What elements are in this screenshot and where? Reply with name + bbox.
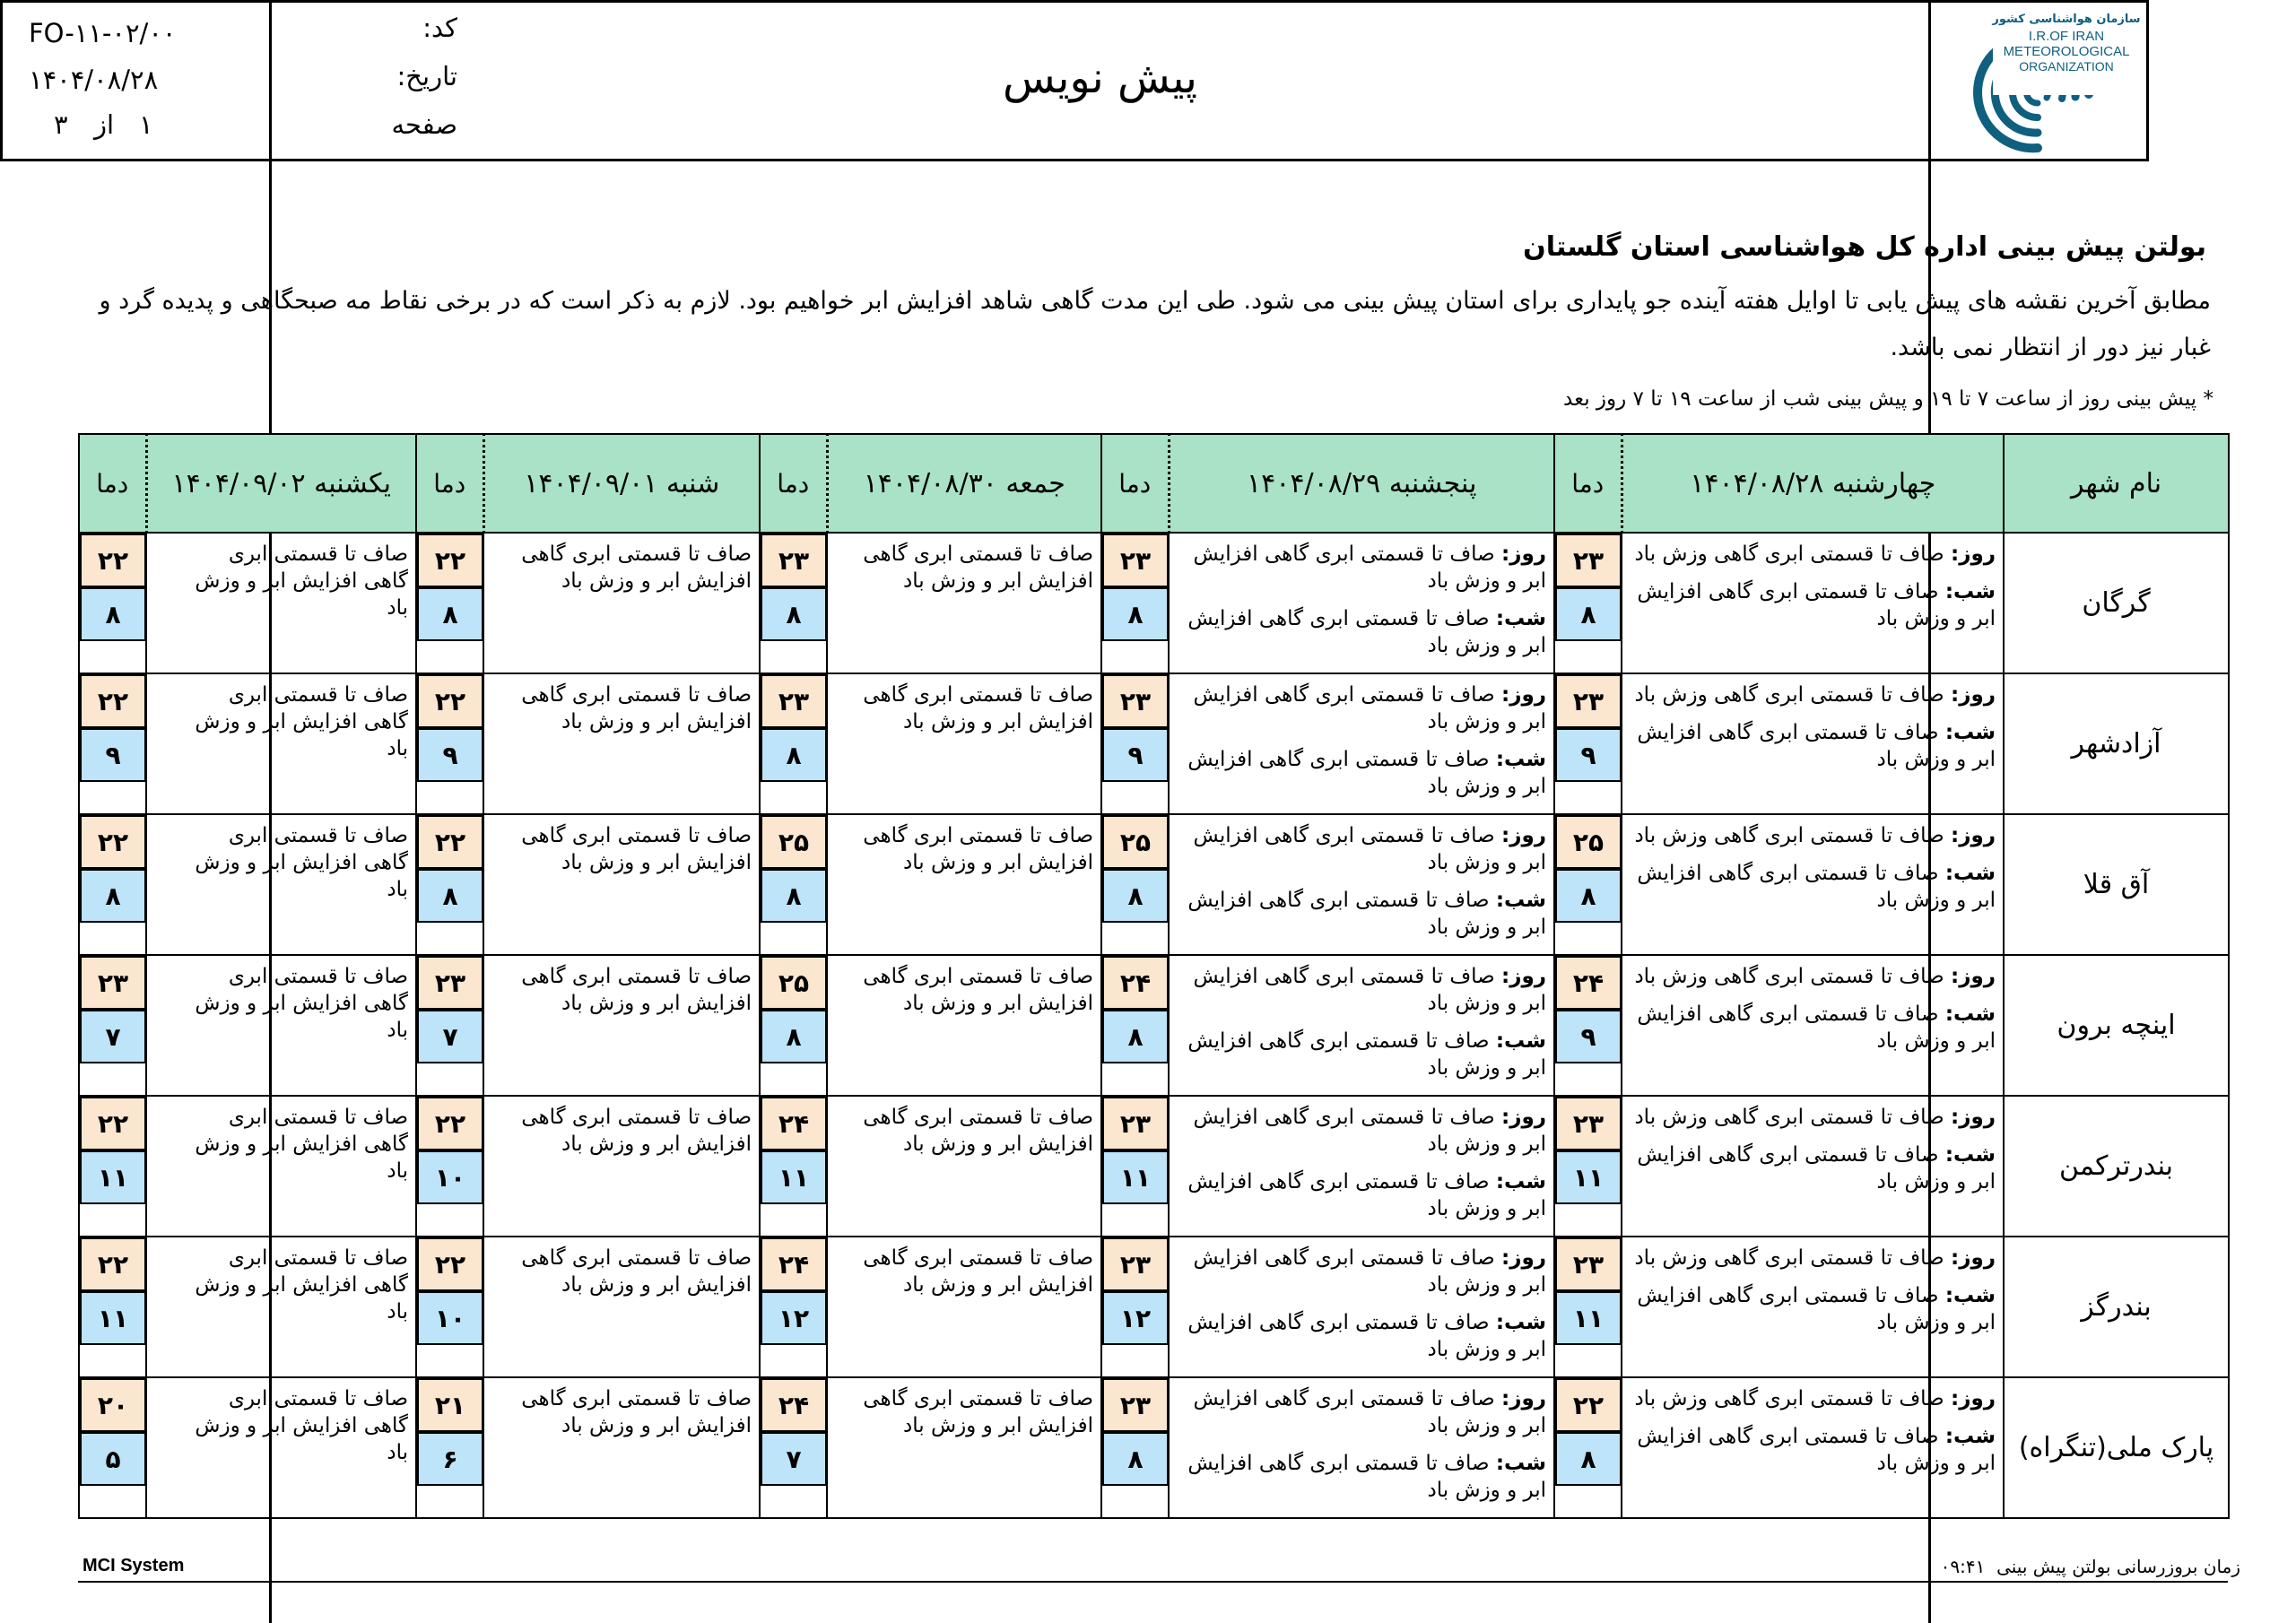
night-forecast-text: صاف تا قسمتی ابری گاهی افزایش ابر و وزش باد	[1637, 1143, 1996, 1193]
max-temp: ۲۳	[1102, 1237, 1169, 1291]
city-name: بندرگز	[2004, 1237, 2229, 1377]
temp-cell	[416, 1377, 483, 1518]
temp-cell	[760, 1237, 827, 1377]
forecast-description	[827, 1096, 1101, 1237]
night-forecast-text: صاف تا قسمتی ابری گاهی افزایش ابر و وزش باد	[1637, 1425, 1996, 1475]
min-temp: ۸	[1555, 1432, 1622, 1486]
forecast-text: صاف تا قسمتی ابری گاهی افزایش ابر و وزش باد	[863, 1246, 1093, 1297]
min-temp: ۱۲	[1102, 1291, 1169, 1345]
max-temp: ۲۳	[761, 674, 827, 728]
forecast-text: صاف تا قسمتی ابری گاهی افزایش ابر و وزش باد	[863, 824, 1093, 874]
temp-cell	[760, 533, 827, 673]
forecast-text: صاف تا قسمتی ابری گاهی افزایش ابر و وزش باد	[863, 683, 1093, 733]
day-forecast-text: صاف تا قسمتی ابری گاهی وزش باد	[1634, 683, 1944, 707]
forecast-description	[146, 814, 416, 955]
night-label: شب:	[1495, 1311, 1546, 1334]
forecast-text: صاف تا قسمتی ابری گاهی افزایش ابر و وزش باد	[195, 542, 408, 620]
night-forecast-text: صاف تا قسمتی ابری گاهی افزایش ابر و وزش باد	[1187, 607, 1546, 657]
min-temp: ۷	[761, 1432, 827, 1486]
city-name: آق قلا	[2004, 814, 2229, 955]
max-temp: ۲۳	[1102, 674, 1169, 728]
forecast-text: صاف تا قسمتی ابری گاهی افزایش ابر و وزش باد	[521, 1246, 752, 1297]
day-label: روز:	[1951, 1246, 1996, 1270]
night-label: شب:	[1495, 1029, 1546, 1053]
forecast-description	[483, 1096, 760, 1237]
min-temp: ۸	[1555, 869, 1622, 923]
date-label: تاریخ:	[396, 61, 457, 91]
day-label: روز:	[1501, 542, 1546, 566]
max-temp: ۲۵	[1555, 815, 1622, 869]
min-temp: ۱۰	[417, 1291, 483, 1345]
night-label: شب:	[1495, 748, 1546, 771]
forecast-description	[483, 1377, 760, 1518]
temp-header: دما	[416, 434, 483, 533]
day-forecast-text: صاف تا قسمتی ابری گاهی افزایش ابر و وزش باد	[1193, 1387, 1546, 1437]
table-row	[79, 1237, 2229, 1377]
day-label: روز:	[1951, 683, 1996, 707]
day-forecast-text: صاف تا قسمتی ابری گاهی وزش باد	[1634, 1106, 1944, 1129]
min-temp: ۸	[80, 869, 146, 923]
max-temp: ۲۲	[80, 534, 146, 587]
day-header-5: یکشنبه ۱۴۰۴/۰۹/۰۲	[146, 434, 416, 533]
footer-update	[1941, 1556, 2240, 1577]
forecast-description	[146, 1237, 416, 1377]
forecast-description	[1622, 1096, 2004, 1237]
min-temp: ۹	[1555, 1010, 1622, 1063]
forecast-text: صاف تا قسمتی ابری گاهی افزایش ابر و وزش باد	[195, 1246, 408, 1324]
table-row	[79, 533, 2229, 673]
table-header-row	[79, 434, 2229, 533]
day-forecast-text: صاف تا قسمتی ابری گاهی وزش باد	[1634, 824, 1944, 847]
max-temp: ۲۳	[1102, 534, 1169, 587]
max-temp: ۲۲	[80, 1237, 146, 1291]
day-label: روز:	[1951, 542, 1996, 566]
min-temp: ۹	[1102, 728, 1169, 782]
max-temp: ۲۳	[761, 534, 827, 587]
night-label: شب:	[1495, 1170, 1546, 1193]
min-temp: ۱۱	[1555, 1291, 1622, 1345]
temp-cell	[416, 1237, 483, 1377]
footer-divider	[78, 1581, 2228, 1583]
min-temp: ۸	[761, 728, 827, 782]
forecast-text: صاف تا قسمتی ابری گاهی افزایش ابر و وزش باد	[195, 965, 408, 1042]
max-temp: ۲۲	[80, 674, 146, 728]
footer-system: MCI System	[83, 1556, 185, 1575]
page-of: از	[94, 109, 115, 140]
max-temp: ۲۴	[761, 1097, 827, 1150]
forecast-description	[146, 1096, 416, 1237]
max-temp: ۲۴	[761, 1378, 827, 1432]
night-forecast-text: صاف تا قسمتی ابری گاهی افزایش ابر و وزش باد	[1187, 1170, 1546, 1220]
forecast-description	[146, 673, 416, 814]
day-forecast-text: صاف تا قسمتی ابری گاهی وزش باد	[1634, 542, 1944, 566]
temp-cell	[1101, 955, 1169, 1096]
temp-cell	[1101, 533, 1169, 673]
svg-text:ORGANIZATION: ORGANIZATION	[2019, 59, 2114, 74]
night-forecast-text: صاف تا قسمتی ابری گاهی افزایش ابر و وزش باد	[1187, 1029, 1546, 1080]
city-name: پارک ملی(تنگراه)	[2004, 1377, 2229, 1518]
min-temp: ۸	[1102, 869, 1169, 923]
day-label: روز:	[1501, 1246, 1546, 1270]
max-temp: ۲۲	[417, 1097, 483, 1150]
max-temp: ۲۲	[417, 1237, 483, 1291]
min-temp: ۸	[80, 587, 146, 641]
forecast-description	[483, 1237, 760, 1377]
min-temp: ۸	[417, 587, 483, 641]
temp-header: دما	[1101, 434, 1169, 533]
temp-cell	[416, 533, 483, 673]
max-temp: ۲۴	[1555, 956, 1622, 1010]
min-temp: ۸	[1102, 1432, 1169, 1486]
temp-cell	[79, 673, 146, 814]
temp-cell	[416, 814, 483, 955]
day-label: روز:	[1951, 824, 1996, 847]
min-temp: ۸	[761, 1010, 827, 1063]
logo-fa-text: سازمان هواشناسی کشور	[1992, 13, 2141, 26]
min-temp: ۱۰	[417, 1150, 483, 1204]
max-temp: ۲۳	[1102, 1378, 1169, 1432]
day-label: روز:	[1501, 965, 1546, 988]
temp-cell	[1101, 673, 1169, 814]
night-label: شب:	[1495, 1452, 1546, 1475]
max-temp: ۲۰	[80, 1378, 146, 1432]
forecast-description	[827, 673, 1101, 814]
night-forecast-text: صاف تا قسمتی ابری گاهی افزایش ابر و وزش باد	[1187, 1311, 1546, 1361]
city-header: نام شهر	[2004, 434, 2229, 533]
night-label: شب:	[1944, 1284, 1996, 1307]
max-temp: ۲۵	[761, 815, 827, 869]
temp-cell	[1101, 1377, 1169, 1518]
max-temp: ۲۳	[417, 956, 483, 1010]
forecast-text: صاف تا قسمتی ابری گاهی افزایش ابر و وزش باد	[521, 824, 752, 874]
temp-cell	[416, 1096, 483, 1237]
max-temp: ۲۴	[1102, 956, 1169, 1010]
temp-cell	[79, 533, 146, 673]
forecast-description	[1622, 1377, 2004, 1518]
min-temp: ۸	[1102, 1010, 1169, 1063]
table-row	[79, 814, 2229, 955]
document-header	[0, 0, 2149, 161]
min-temp: ۸	[1555, 587, 1622, 641]
day-label: روز:	[1951, 1106, 1996, 1129]
day-forecast-text: صاف تا قسمتی ابری گاهی افزایش ابر و وزش باد	[1193, 1106, 1546, 1156]
temp-cell	[1101, 1096, 1169, 1237]
temp-cell	[1101, 1237, 1169, 1377]
max-temp: ۲۳	[1555, 534, 1622, 587]
code-value: FO-۱۱-۰۲/۰۰	[29, 18, 177, 48]
city-name: اینچه برون	[2004, 955, 2229, 1096]
city-name: بندرترکمن	[2004, 1096, 2229, 1237]
temp-cell	[79, 814, 146, 955]
page-current: ۱	[139, 109, 153, 140]
temp-cell	[416, 955, 483, 1096]
min-temp: ۹	[417, 728, 483, 782]
day-label: روز:	[1501, 1106, 1546, 1129]
night-forecast-text: صاف تا قسمتی ابری گاهی افزایش ابر و وزش باد	[1637, 862, 1996, 912]
max-temp: ۲۲	[417, 674, 483, 728]
page-title: پیش نویس	[1002, 53, 1197, 103]
irimo-logo	[1932, 0, 2144, 156]
night-label: شب:	[1944, 1143, 1996, 1167]
forecast-text: صاف تا قسمتی ابری گاهی افزایش ابر و وزش باد	[521, 1106, 752, 1156]
day-forecast-text: صاف تا قسمتی ابری گاهی افزایش ابر و وزش باد	[1193, 683, 1546, 733]
bulletin-title: بولتن پیش بینی اداره کل هواشناسی استان گلستان	[1523, 231, 2206, 263]
night-label: شب:	[1944, 1425, 1996, 1448]
max-temp: ۲۳	[1555, 1097, 1622, 1150]
forecast-text: صاف تا قسمتی ابری گاهی افزایش ابر و وزش باد	[863, 965, 1093, 1015]
max-temp: ۲۳	[1555, 1237, 1622, 1291]
temp-cell	[760, 1096, 827, 1237]
day-label: روز:	[1501, 1387, 1546, 1410]
day-label: روز:	[1501, 824, 1546, 847]
forecast-description	[1622, 955, 2004, 1096]
day-label: روز:	[1951, 965, 1996, 988]
forecast-text: صاف تا قسمتی ابری گاهی افزایش ابر و وزش باد	[863, 542, 1093, 593]
temp-cell	[1554, 814, 1622, 955]
min-temp: ۹	[80, 728, 146, 782]
night-forecast-text: صاف تا قسمتی ابری گاهی افزایش ابر و وزش باد	[1637, 1002, 1996, 1053]
forecast-description	[1169, 673, 1554, 814]
forecast-description	[1622, 673, 2004, 814]
forecast-description	[1169, 533, 1554, 673]
day-forecast-text: صاف تا قسمتی ابری گاهی وزش باد	[1634, 1246, 1944, 1270]
forecast-description	[146, 955, 416, 1096]
min-temp: ۸	[417, 869, 483, 923]
min-temp: ۶	[417, 1432, 483, 1486]
city-name: گرگان	[2004, 533, 2229, 673]
min-temp: ۵	[80, 1432, 146, 1486]
max-temp: ۲۴	[761, 1237, 827, 1291]
forecast-description	[483, 533, 760, 673]
forecast-description	[827, 955, 1101, 1096]
min-temp: ۱۲	[761, 1291, 827, 1345]
svg-text:METEOROLOGICAL: METEOROLOGICAL	[2003, 44, 2130, 59]
svg-text:I.R.OF IRAN: I.R.OF IRAN	[2028, 29, 2105, 44]
night-label: شب:	[1495, 607, 1546, 630]
max-temp: ۲۲	[80, 815, 146, 869]
min-temp: ۱۱	[1555, 1150, 1622, 1204]
day-forecast-text: صاف تا قسمتی ابری گاهی افزایش ابر و وزش باد	[1193, 542, 1546, 593]
min-temp: ۱۱	[761, 1150, 827, 1204]
update-time: ۰۹:۴۱	[1940, 1556, 1986, 1577]
max-temp: ۲۵	[761, 956, 827, 1010]
forecast-description	[146, 533, 416, 673]
forecast-note: * پیش بینی روز از ساعت ۷ تا ۱۹ و پیش بینی شب از ساعت ۱۹ تا ۷ روز بعد	[1563, 387, 2213, 411]
forecast-description	[483, 814, 760, 955]
forecast-table	[78, 433, 2230, 1519]
min-temp: ۸	[1102, 587, 1169, 641]
day-forecast-text: صاف تا قسمتی ابری گاهی افزایش ابر و وزش باد	[1193, 824, 1546, 874]
forecast-text: صاف تا قسمتی ابری گاهی افزایش ابر و وزش باد	[521, 683, 752, 733]
table-row	[79, 673, 2229, 814]
forecast-description	[1169, 814, 1554, 955]
forecast-text: صاف تا قسمتی ابری گاهی افزایش ابر و وزش باد	[195, 1106, 408, 1183]
temp-cell	[79, 1237, 146, 1377]
temp-cell	[1554, 1237, 1622, 1377]
night-forecast-text: صاف تا قسمتی ابری گاهی افزایش ابر و وزش باد	[1637, 580, 1996, 630]
max-temp: ۲۲	[417, 534, 483, 587]
min-temp: ۷	[80, 1010, 146, 1063]
max-temp: ۲۳	[1555, 674, 1622, 728]
day-header-4: شنبه ۱۴۰۴/۰۹/۰۱	[483, 434, 760, 533]
forecast-description	[827, 533, 1101, 673]
forecast-text: صاف تا قسمتی ابری گاهی افزایش ابر و وزش باد	[521, 1387, 752, 1437]
forecast-summary: مطابق آخرین نقشه های پیش یابی تا اوایل هفته آینده جو پایداری برای استان پیش بینی می شود. طی این مدت گاهی شاهد افزایش ابر خواهیم بود. لازم به ذکر است که در برخی نقاط مه صبحگاهی و پدیده گرد و غبار نیز دور از انتظار نمی باشد.	[99, 287, 2211, 361]
min-temp: ۷	[417, 1010, 483, 1063]
table-row	[79, 1096, 2229, 1237]
forecast-description	[483, 673, 760, 814]
night-forecast-text: صاف تا قسمتی ابری گاهی افزایش ابر و وزش باد	[1187, 1452, 1546, 1502]
page-total: ۳	[54, 109, 68, 140]
spiral-logo-icon	[1932, 0, 2144, 156]
temp-cell	[1101, 814, 1169, 955]
temp-cell	[760, 1377, 827, 1518]
temp-cell	[760, 814, 827, 955]
day-header-3: جمعه ۱۴۰۴/۰۸/۳۰	[827, 434, 1101, 533]
day-header-2: پنجشنبه ۱۴۰۴/۰۸/۲۹	[1169, 434, 1554, 533]
max-temp: ۲۲	[417, 815, 483, 869]
temp-header: دما	[1554, 434, 1622, 533]
night-label: شب:	[1944, 1002, 1996, 1026]
night-forecast-text: صاف تا قسمتی ابری گاهی افزایش ابر و وزش باد	[1187, 889, 1546, 939]
forecast-description	[1622, 1237, 2004, 1377]
forecast-text: صاف تا قسمتی ابری گاهی افزایش ابر و وزش باد	[863, 1106, 1093, 1156]
code-label: کد:	[422, 13, 457, 43]
page-label: صفحه	[391, 109, 457, 140]
forecast-description	[1622, 814, 2004, 955]
forecast-text: صاف تا قسمتی ابری گاهی افزایش ابر و وزش باد	[521, 965, 752, 1015]
min-temp: ۱۱	[1102, 1150, 1169, 1204]
forecast-description	[1169, 955, 1554, 1096]
min-temp: ۹	[1555, 728, 1622, 782]
table-row	[79, 1377, 2229, 1518]
forecast-description	[146, 1377, 416, 1518]
update-label: زمان بروزرسانی بولتن پیش بینی	[1996, 1556, 2240, 1577]
temp-cell	[1554, 1377, 1622, 1518]
night-label: شب:	[1944, 721, 1996, 744]
night-label: شب:	[1944, 862, 1996, 885]
forecast-text: صاف تا قسمتی ابری گاهی افزایش ابر و وزش باد	[521, 542, 752, 593]
max-temp: ۲۳	[80, 956, 146, 1010]
forecast-description	[1169, 1237, 1554, 1377]
max-temp: ۲۲	[1555, 1378, 1622, 1432]
day-label: روز:	[1501, 683, 1546, 707]
temp-cell	[79, 1096, 146, 1237]
day-forecast-text: صاف تا قسمتی ابری گاهی وزش باد	[1634, 1387, 1944, 1410]
night-label: شب:	[1495, 889, 1546, 912]
day-label: روز:	[1951, 1387, 1996, 1410]
min-temp: ۱۱	[80, 1150, 146, 1204]
day-forecast-text: صاف تا قسمتی ابری گاهی وزش باد	[1634, 965, 1944, 988]
day-header-1: چهارشنبه ۱۴۰۴/۰۸/۲۸	[1622, 434, 2004, 533]
temp-header: دما	[79, 434, 146, 533]
temp-cell	[79, 1377, 146, 1518]
day-forecast-text: صاف تا قسمتی ابری گاهی افزایش ابر و وزش باد	[1193, 1246, 1546, 1297]
forecast-description	[1622, 533, 2004, 673]
day-forecast-text: صاف تا قسمتی ابری گاهی افزایش ابر و وزش باد	[1193, 965, 1546, 1015]
forecast-description	[827, 814, 1101, 955]
max-temp: ۲۱	[417, 1378, 483, 1432]
forecast-text: صاف تا قسمتی ابری گاهی افزایش ابر و وزش باد	[195, 683, 408, 760]
forecast-description	[1169, 1096, 1554, 1237]
forecast-description	[827, 1377, 1101, 1518]
forecast-text: صاف تا قسمتی ابری گاهی افزایش ابر و وزش باد	[195, 1387, 408, 1464]
forecast-description	[483, 955, 760, 1096]
temp-cell	[1554, 533, 1622, 673]
min-temp: ۱۱	[80, 1291, 146, 1345]
temp-cell	[1554, 1096, 1622, 1237]
temp-cell	[416, 673, 483, 814]
forecast-description	[827, 1237, 1101, 1377]
temp-cell	[760, 955, 827, 1096]
night-forecast-text: صاف تا قسمتی ابری گاهی افزایش ابر و وزش باد	[1187, 748, 1546, 798]
forecast-text: صاف تا قسمتی ابری گاهی افزایش ابر و وزش باد	[195, 824, 408, 901]
night-label: شب:	[1944, 580, 1996, 603]
max-temp: ۲۵	[1102, 815, 1169, 869]
forecast-description	[1169, 1377, 1554, 1518]
min-temp: ۸	[761, 869, 827, 923]
date-value: ۱۴۰۴/۰۸/۲۸	[29, 65, 159, 95]
temp-header: دما	[760, 434, 827, 533]
forecast-text: صاف تا قسمتی ابری گاهی افزایش ابر و وزش باد	[863, 1387, 1093, 1437]
temp-cell	[760, 673, 827, 814]
night-forecast-text: صاف تا قسمتی ابری گاهی افزایش ابر و وزش باد	[1637, 1284, 1996, 1334]
night-forecast-text: صاف تا قسمتی ابری گاهی افزایش ابر و وزش باد	[1637, 721, 1996, 771]
max-temp: ۲۲	[80, 1097, 146, 1150]
city-name: آزادشهر	[2004, 673, 2229, 814]
temp-cell	[79, 955, 146, 1096]
table-row	[79, 955, 2229, 1096]
temp-cell	[1554, 673, 1622, 814]
min-temp: ۸	[761, 587, 827, 641]
temp-cell	[1554, 955, 1622, 1096]
max-temp: ۲۳	[1102, 1097, 1169, 1150]
